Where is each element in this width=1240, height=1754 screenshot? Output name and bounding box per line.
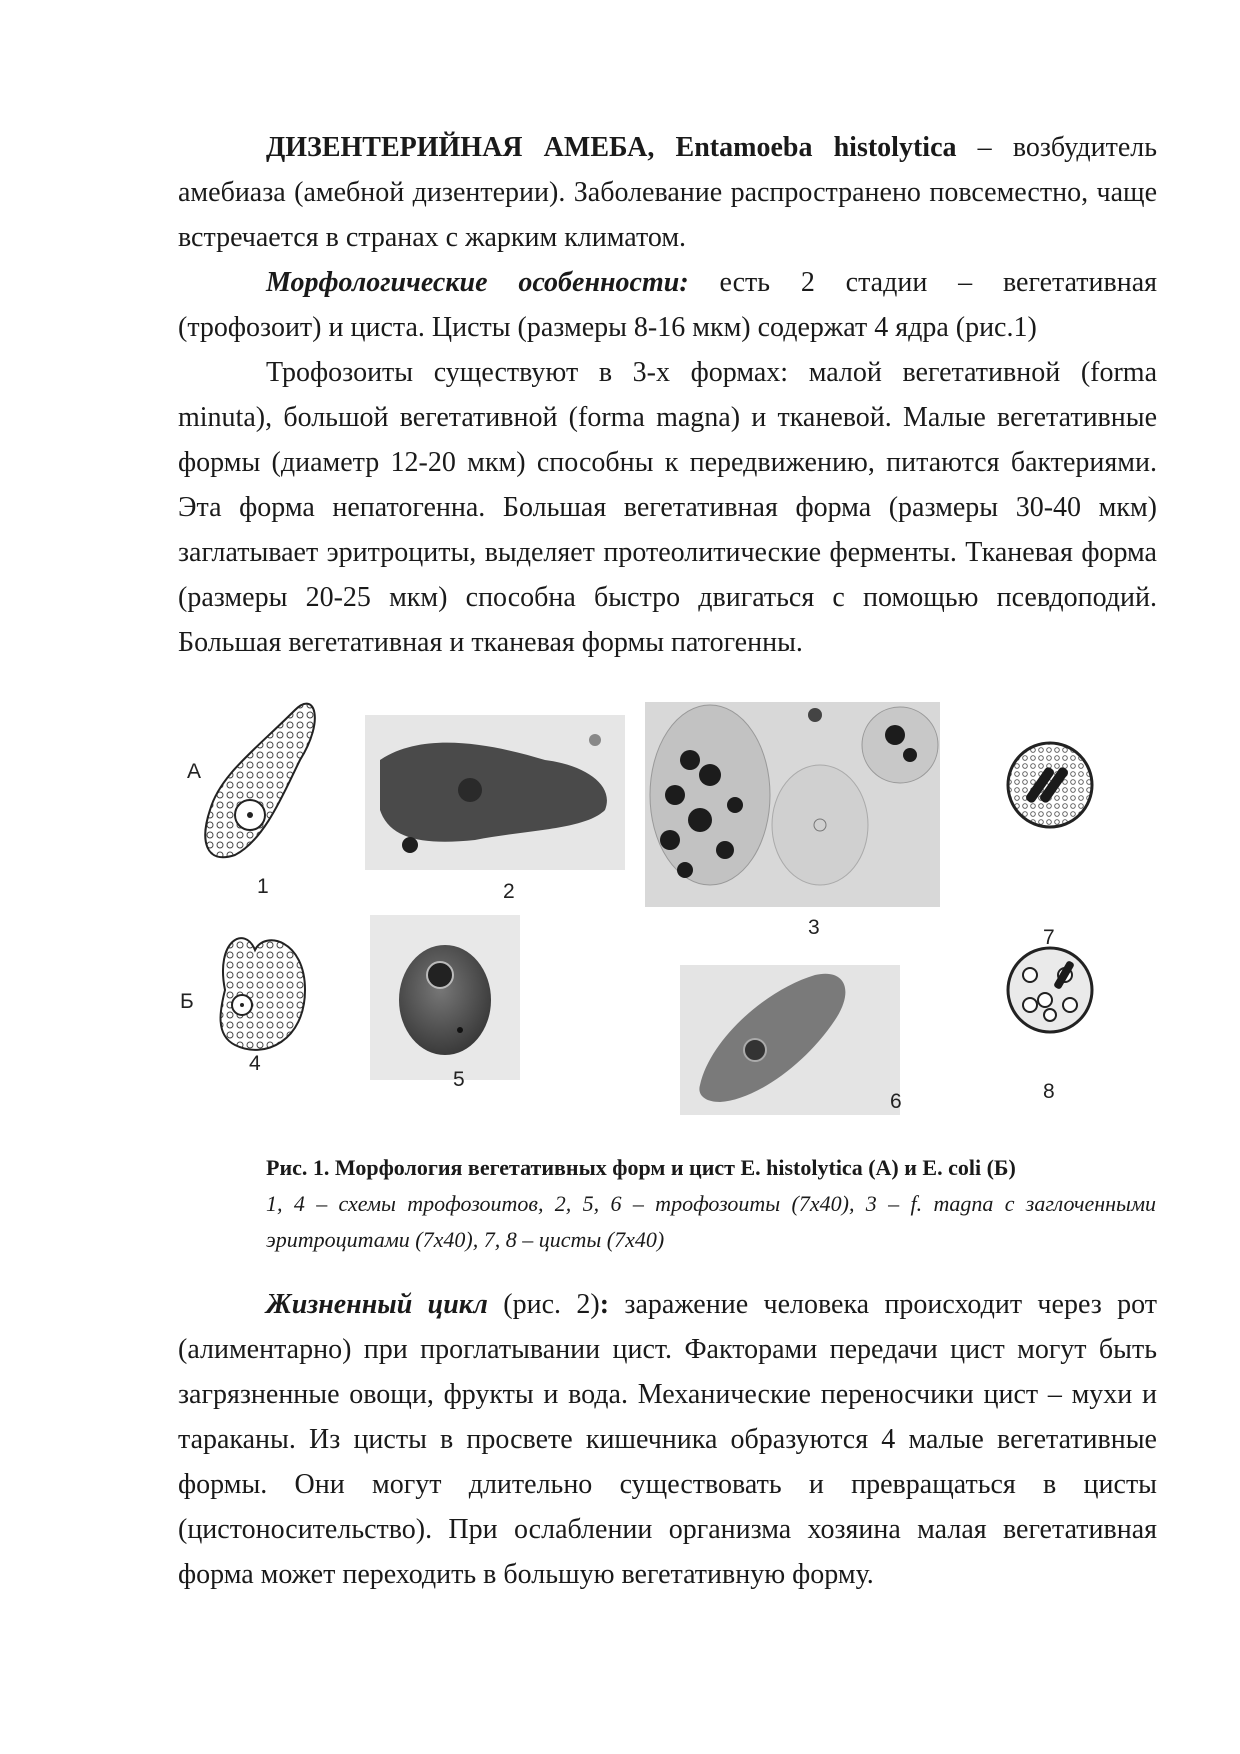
paragraph-trophozoites: Трофозоиты существуют в 3-х формах: малой вегетативной (forma minuta), большой вегетативной (forma magna) и тканевой. Малые вегетативные формы (диаметр 12-20 мкм) способны к передвижению, питаются бактериями. Эта форма непатогенна. Большая вегетативная форма (размеры 30-40 мкм) заглатывает эритроциты, выделяет протеолитические ферменты. Тканевая форма (размеры 20-25 мкм) способна быстро двигаться с помощью псевдоподий. Большая вегетативная и тканевая формы патогенны. (178, 357, 1157, 658)
micrograph-trophozoite-6-icon (680, 965, 900, 1115)
row-label-a: А (187, 760, 202, 783)
figure-number-4: 4 (249, 1052, 261, 1075)
caption-description: 1, 4 – схемы трофозоитов, 2, 5, 6 – трофозоиты (7x40), 3 – f. magna с заглоченными эритроцитами (7x40), 7, 8 – цисты (7x40) (266, 1191, 1156, 1252)
intro-text: – возбудитель амебиаза (амебной дизентерии). Заболевание распространено повсеместно, чаще встречается в странах с жарким климатом. (178, 132, 1157, 253)
schema-trophozoite-b-icon (221, 938, 305, 1050)
micrograph-trophozoite-2-icon (365, 715, 625, 870)
figure-number-5: 5 (453, 1068, 465, 1091)
schema-trophozoite-a-icon (205, 704, 315, 858)
figure-number-3: 3 (808, 916, 820, 939)
figure-number-7: 7 (1043, 926, 1055, 949)
figure-number-6: 6 (890, 1090, 902, 1113)
cyst-8-icon (1008, 948, 1092, 1032)
life-cycle-colon: : (599, 1289, 610, 1320)
intro-bold-title: ДИЗЕНТЕРИЙНАЯ АМЕБА, Entamoeba histolytica (266, 132, 957, 163)
figure-number-1: 1 (257, 875, 269, 898)
cyst-7-icon (1008, 743, 1092, 827)
figure-1 (165, 690, 1162, 1150)
figure-illustration (165, 690, 1162, 1150)
morphology-text: есть 2 стадии – вегетативная (трофозоит) и циста. Цисты (размеры 8-16 мкм) содержат 4 ядра (рис.1) (178, 267, 1158, 343)
life-cycle-ref: (рис. 2) (487, 1289, 600, 1320)
caption-title: Рис. 1. Морфология вегетативных форм и цист E. histolytica (А) и E. coli (Б) (266, 1155, 1016, 1180)
row-label-b: Б (180, 990, 194, 1013)
figure-number-2: 2 (503, 880, 515, 903)
micrograph-trophozoite-5-icon (370, 915, 520, 1080)
figure-caption (266, 1150, 1156, 1258)
morphology-label: Морфологические особенности: (266, 267, 689, 298)
life-cycle-label: Жизненный цикл (266, 1289, 488, 1320)
life-cycle-text: заражение человека происходит через рот (алиментарно) при проглатывании цист. Факторами передачи цист могут быть загрязненные овощи, фрукты и вода. Механические переносчики цист – мухи и тараканы. Из цисты в просвете кишечника образуются 4 малые вегетативные формы. Они могут длительно существовать и превращаться в цисты (цистоносительство). При ослаблении организма хозяина малая вегетативная форма может переходить в большую вегетативную форму. (178, 1289, 1158, 1590)
paragraph-intro (178, 125, 1157, 260)
paragraph-life-cycle (178, 1282, 1157, 1597)
micrograph-magna-3-icon (645, 702, 940, 907)
figure-number-8: 8 (1043, 1080, 1055, 1103)
paragraph-morphology (178, 260, 1157, 350)
